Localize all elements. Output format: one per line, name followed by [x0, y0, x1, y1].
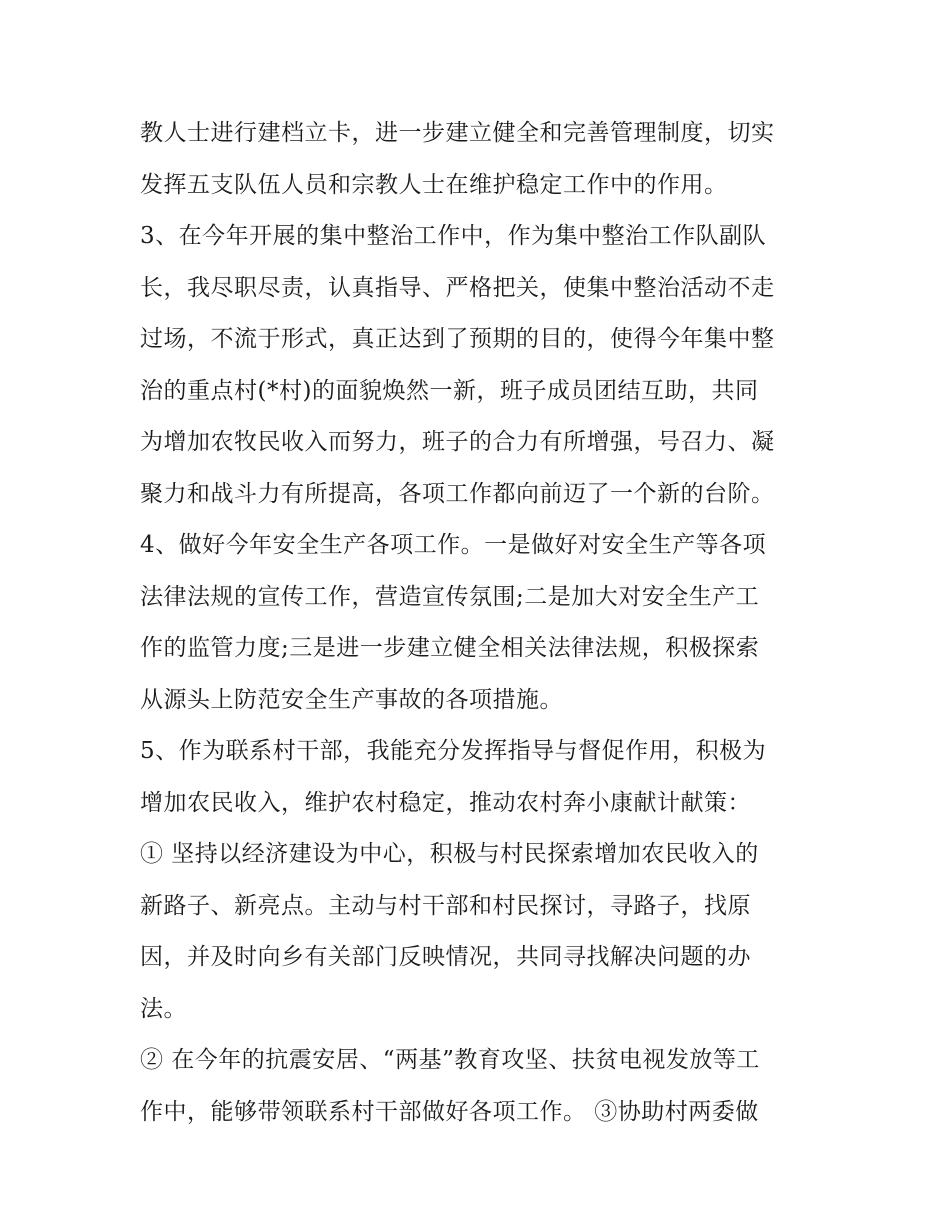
text-line: 治的重点村(*村)的面貌焕然一新，班子成员团结互助，共同 — [140, 377, 759, 404]
text-line: 作中，能够带领联系村干部做好各项工作。 ③协助村两委做 — [140, 1098, 759, 1125]
text-line: 教人士进行建档立卡，进一步建立健全和完善管理制度，切实 — [140, 120, 775, 146]
text-line: 作的监管力度;三是进一步建立健全相关法律法规，积极探索 — [140, 635, 760, 661]
text-line: ② 在今年的抗震安居、“两基”教育攻坚、扶贫电视发放等工 — [140, 1047, 760, 1073]
text-line: 3、在今年开展的集中整治工作中，作为集中整治工作队副队 — [140, 223, 767, 249]
text-line: 增加农民收入，维护农村稳定，推动农村奔小康献计献策： — [140, 789, 751, 816]
text-line: 法律法规的宣传工作，营造宣传氛围;二是加大对安全生产工 — [140, 583, 760, 610]
text-line: 从源头上防范安全生产事故的各项措施。 — [140, 686, 563, 713]
text-line: 因，并及时向乡有关部门反映情况，共同寻找解决问题的办 — [140, 944, 751, 970]
document-body — [140, 108, 820, 1138]
text-line: 4、做好今年安全生产各项工作。一是做好对安全生产等各项 — [140, 532, 767, 558]
text-line: 发挥五支队伍人员和宗教人士在维护稳定工作中的作用。 — [140, 171, 728, 198]
text-line: 新路子、新亮点。主动与村干部和村民探讨，寻路子，找原 — [140, 892, 751, 919]
text-line: 为增加农牧民收入而努力，班子的合力有所增强，号召力、凝 — [140, 429, 775, 455]
text-line: 长，我尽职尽责，认真指导、严格把关，使集中整治活动不走 — [140, 274, 775, 301]
text-line: 5、作为联系村干部，我能充分发挥指导与督促作用，积极为 — [140, 738, 767, 764]
text-line: 法。 — [140, 995, 187, 1022]
text-line: ① 坚持以经济建设为中心，积极与村民探索增加农民收入的 — [140, 841, 759, 867]
text-line: 过场，不流于形式，真正达到了预期的目的，使得今年集中整 — [140, 326, 775, 352]
text-line: 聚力和战斗力有所提高，各项工作都向前迈了一个新的台阶。 — [140, 480, 775, 507]
